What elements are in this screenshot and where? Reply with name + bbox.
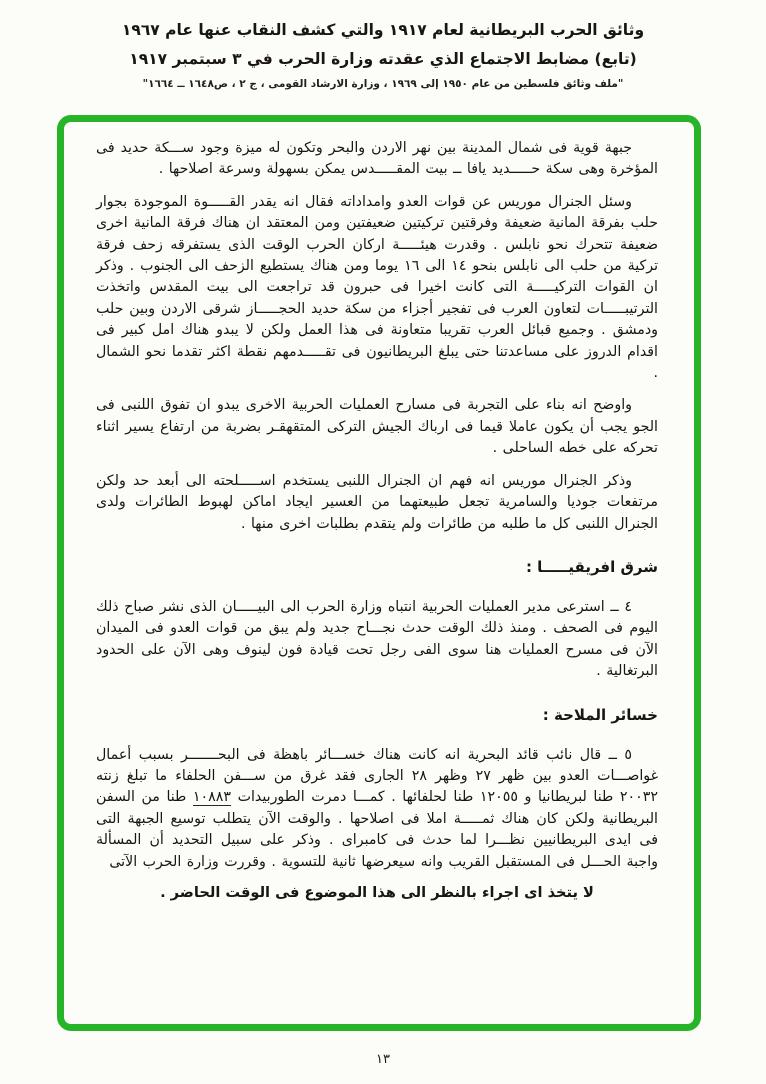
- heading-shipping-losses: خسائر الملاحة :: [542, 705, 658, 724]
- war-ministry-decision-line: لا يتخذ اى اجراء بالنظر الى هذا الموضوع فى الوقت الحاضر .: [160, 883, 594, 901]
- document-title-line1: وثائق الحرب البريطانية لعام ١٩١٧ والتي كشف النقاب عنها عام ١٩٦٧: [121, 21, 645, 39]
- paragraph-shipping-losses: [96, 745, 658, 873]
- document-header: [0, 0, 766, 90]
- document-title-line2: (تابع) مضابط الاجتماع الذي عقدته وزارة الحرب في ٣ سبتمبر ١٩١٧: [129, 50, 637, 68]
- shipping-losses-text-after: طنا من السفن البريطانية ولكن كان هناك ثمـــــة املا فى اصلاحها . والوقت الآن يتطلب توسيع الجبهة التى فى ايدى البريطانيين نظـــرا لما حدث فى كامبراى . وذكر على سبيل التحديد أن المسألة واجبة الحـــل فى المستقبل القريب وانه سيعرضها ثانية للتسوية . وقررت وزارة الحرب الآتى: [96, 789, 658, 870]
- paragraph-enemy-forces: وسئل الجنرال موريس عن قوات العدو وامداداته فقال انه يقدر القـــــوة الموجودة بجوار حلب بفرقة المانية ضعيفة وفرقتين تركيتين ضعيفتين ومن المعتقد ان هناك فرقة المانية اخرى ضعيفة تتحرك نحو نابلس . وقدرت هيئـــــة اركان الحرب الوقت الذى يستفرقه زحف فرقة تركية من حلب الى نابلس بنحو ١٤ الى ١٦ يوما ومن هناك يستطيع الزحف الى الجنوب . وذكر ان القوات التركيـــــة التى كانت اخيرا فى حبرون قد تراجعت الى بيت المقدس واتخذت الترتيبـــــات لتعاون العرب فى تفجير أجزاء من سكة حديد الحجـــــاز شرقى الاردن وبين حلب ودمشق . وجميع قبائل العرب تقريبا متعاونة فى هذا العمل ولكن لا يبدو هناك امل كبير فى اقدام الدروز على مساعدتنا حتى يبلغ البريطانيون فى تقـــــدمهم نقطة اكثر تقدما نحو الشمال .: [96, 193, 659, 382]
- heading-east-africa: شرق افريقيـــــا :: [525, 557, 658, 576]
- page-number: ١٣: [376, 1052, 390, 1067]
- paragraph-allenby-aircraft: وذكر الجنرال موريس انه فهم ان الجنرال اللنبى يستخدم اســـــلحته الى أبعد حد ولكن مرتفعات جوديا والسامرية تجعل طبيعتهما من العسير ايجاد اماكن لهبوط الطائرات ولدى الجنرال اللنبى كل ما طلبه من طائرات ولم يتقدم بطلبات اخرى منها .: [96, 472, 658, 532]
- shipping-losses-text-before: ٥ ــ قال نائب قائد البحرية انه كانت هناك خســـائر باهظة فى البحـــــــر بسبب أعمال غواصـــات العدو بين ظهر ٢٧ وظهر ٢٨ الجارى فقد غرق من ســـفن الحلفاء ما تبلغ زنته ٢٠٠٣٢ طنا لبريطانيا و ١٢٠٥٥ طنا لحلفائها . كمـــا دمرت الطوربيدات: [96, 746, 659, 806]
- paragraph-air-superiority: واوضح انه بناء على التجربة فى مسارح العمليات الحربية الاخرى يبدو ان تفوق اللنبى فى الجو يجب أن يكون عاملا قيما فى ارباك الجيش التركى المتقهقـر بضربة من ارتفاع يسير اثناء تحركه على خطه الساحلى .: [96, 397, 658, 457]
- paragraph-east-africa: ٤ ــ استرعى مدير العمليات الحربية انتباه وزارة الحرب الى البيـــــان الذى نشر صباح ذلك اليوم فى الصحف . ومنذ ذلك الوقت حدث نجـــاح جديد ولم يبق من قوات العدو فى الميدان الآن فى مسرح العمليات هنا سوى الفى رجل تحت قيادة فون لينوف وهى الآن على الحدود البرتغالية .: [96, 598, 658, 680]
- paragraph-jordan-front: جبهة قوية فى شمال المدينة بين نهر الاردن والبحر وتكون له ميزة وجود ســـكة حديد فى المؤخرة وهى سكة حـــــديد يافا ــ بيت المقـــــدس يمكن بسهولة وسرعة اصلاحها .: [96, 140, 658, 178]
- source-citation: "ملف وثائق فلسطين من عام ١٩٥٠ إلى ١٩٦٩ ، وزارة الارشاد القومى ، ج ٢ ، ص١٦٤٨ ــ ١٦٦٤": [142, 78, 624, 90]
- underlined-tonnage-figure: ١٠٨٨٣: [192, 789, 232, 806]
- document-frame: [57, 115, 701, 1031]
